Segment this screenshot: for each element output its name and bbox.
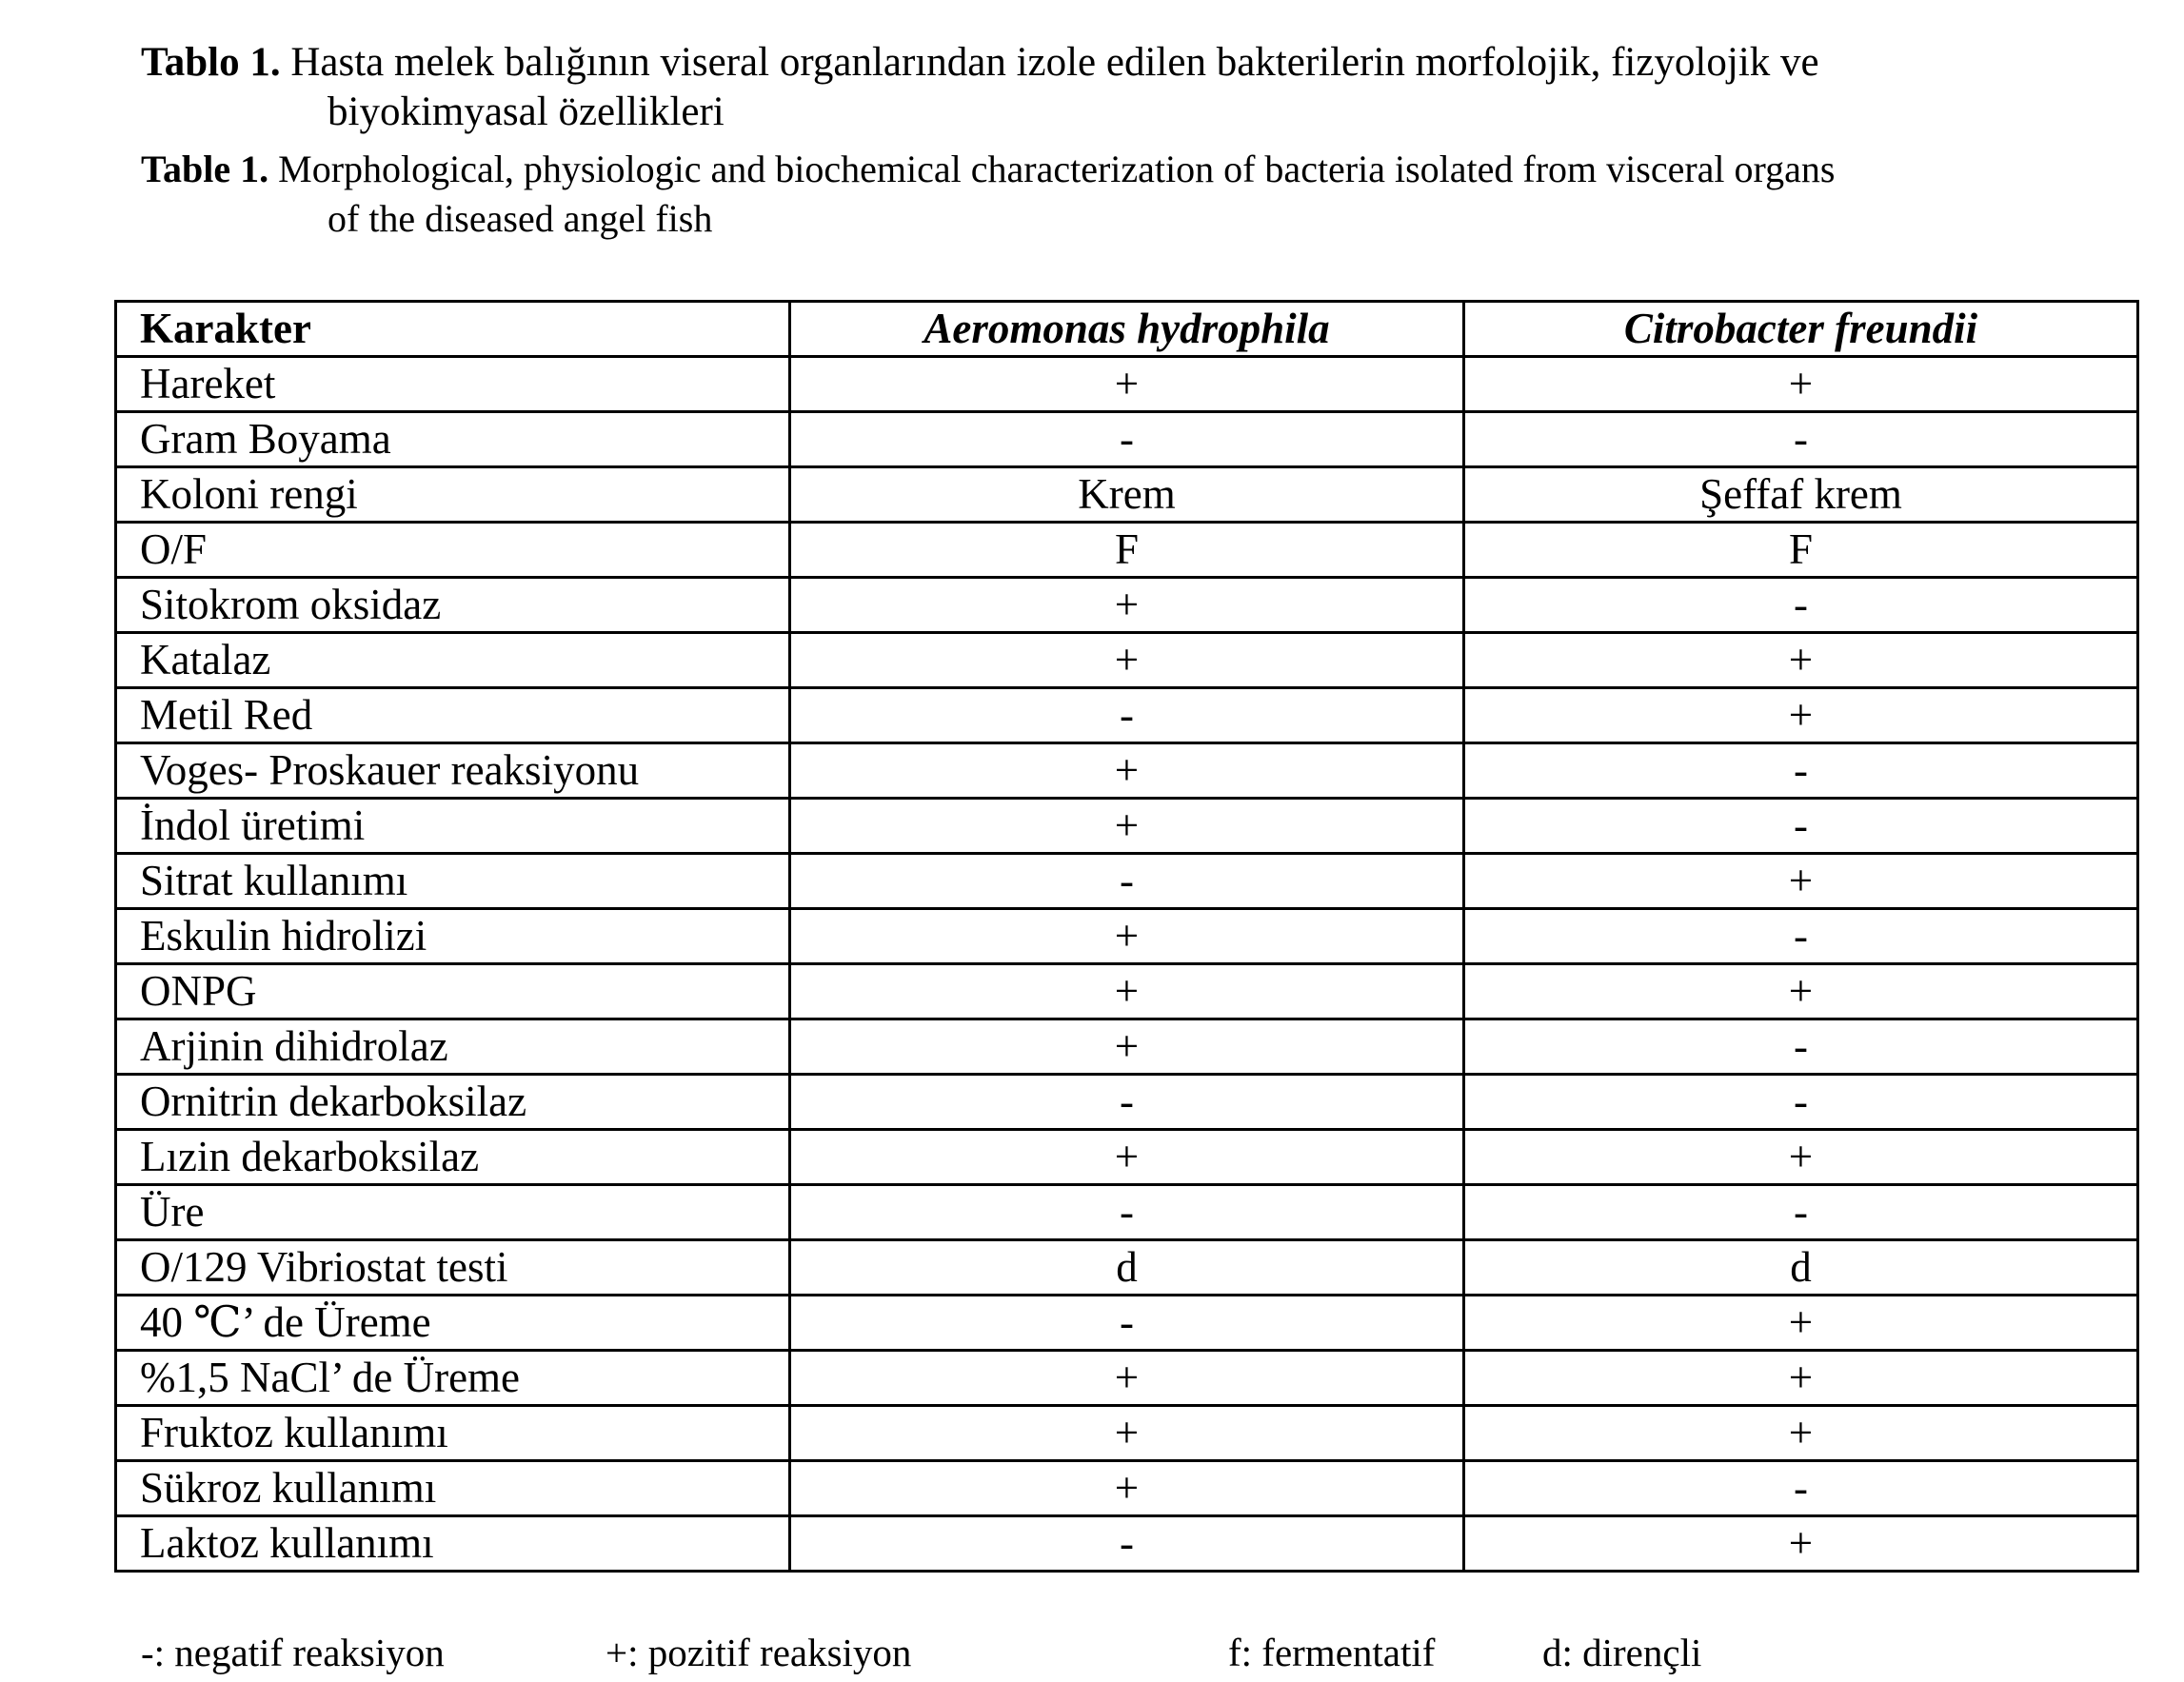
row-citrobacter-value: +: [1464, 1406, 2138, 1461]
table-row: [116, 578, 2138, 633]
caption-turkish-label: Tablo 1.: [141, 40, 281, 85]
row-citrobacter-value: +: [1464, 688, 2138, 743]
row-aeromonas-value: -: [790, 1296, 1464, 1351]
row-aeromonas-value: -: [790, 688, 1464, 743]
caption-english: [141, 145, 2133, 244]
row-character: Laktoz kullanımı: [116, 1516, 790, 1572]
row-character: Üre: [116, 1185, 790, 1240]
row-aeromonas-value: -: [790, 412, 1464, 467]
row-citrobacter-value: +: [1464, 1351, 2138, 1406]
row-citrobacter-value: -: [1464, 578, 2138, 633]
caption-english-continuation: of the diseased angel fish: [328, 197, 713, 240]
table-row: [116, 523, 2138, 578]
table-row: [116, 1075, 2138, 1130]
table-body: [116, 357, 2138, 1572]
table-row: [116, 799, 2138, 854]
legend-fermentative: f: fermentatif: [1228, 1631, 1436, 1674]
row-citrobacter-value: +: [1464, 1296, 2138, 1351]
row-aeromonas-value: -: [790, 854, 1464, 909]
row-character: Sitrat kullanımı: [116, 854, 790, 909]
row-citrobacter-value: +: [1464, 854, 2138, 909]
caption-turkish: [141, 38, 2133, 137]
row-aeromonas-value: +: [790, 1406, 1464, 1461]
row-citrobacter-value: -: [1464, 799, 2138, 854]
row-aeromonas-value: +: [790, 578, 1464, 633]
table-row: [116, 854, 2138, 909]
legend-negative: -: negatif reaksiyon: [141, 1631, 445, 1674]
table-row: [116, 357, 2138, 412]
row-aeromonas-value: +: [790, 799, 1464, 854]
row-citrobacter-value: -: [1464, 1185, 2138, 1240]
row-aeromonas-value: Krem: [790, 467, 1464, 523]
row-character: O/F: [116, 523, 790, 578]
table-row: [116, 1406, 2138, 1461]
table-row: [116, 964, 2138, 1019]
row-aeromonas-value: +: [790, 743, 1464, 799]
header-aeromonas-hydrophila: Aeromonas hydrophila: [790, 302, 1464, 357]
row-citrobacter-value: -: [1464, 1075, 2138, 1130]
header-citrobacter-freundii: Citrobacter freundii: [1464, 302, 2138, 357]
row-citrobacter-value: +: [1464, 357, 2138, 412]
table-row: [116, 909, 2138, 964]
row-character: İndol üretimi: [116, 799, 790, 854]
row-character: O/129 Vibriostat testi: [116, 1240, 790, 1296]
caption-english-label: Table 1.: [141, 148, 269, 190]
row-character: Sükroz kullanımı: [116, 1461, 790, 1516]
row-aeromonas-value: +: [790, 357, 1464, 412]
row-aeromonas-value: -: [790, 1185, 1464, 1240]
legend-resistant: d: dirençli: [1542, 1631, 1702, 1674]
row-citrobacter-value: -: [1464, 1019, 2138, 1075]
row-aeromonas-value: -: [790, 1516, 1464, 1572]
row-character: Arjinin dihidrolaz: [116, 1019, 790, 1075]
row-aeromonas-value: +: [790, 633, 1464, 688]
row-citrobacter-value: +: [1464, 1130, 2138, 1185]
table-row: [116, 688, 2138, 743]
table-row: [116, 1019, 2138, 1075]
row-aeromonas-value: +: [790, 1019, 1464, 1075]
table-header-row: [116, 302, 2138, 357]
row-character: Ornitrin dekarboksilaz: [116, 1075, 790, 1130]
row-character: %1,5 NaCl’ de Üreme: [116, 1351, 790, 1406]
row-aeromonas-value: F: [790, 523, 1464, 578]
characterization-table: [114, 300, 2139, 1573]
table-row: [116, 1185, 2138, 1240]
row-aeromonas-value: -: [790, 1075, 1464, 1130]
row-citrobacter-value: Şeffaf krem: [1464, 467, 2138, 523]
table-row: [116, 1461, 2138, 1516]
header-character: Karakter: [116, 302, 790, 357]
row-character: Lızin dekarboksilaz: [116, 1130, 790, 1185]
row-citrobacter-value: -: [1464, 1461, 2138, 1516]
row-character: Sitokrom oksidaz: [116, 578, 790, 633]
row-character: Voges- Proskauer reaksiyonu: [116, 743, 790, 799]
row-character: Katalaz: [116, 633, 790, 688]
row-citrobacter-value: +: [1464, 633, 2138, 688]
row-character: Metil Red: [116, 688, 790, 743]
table-row: [116, 633, 2138, 688]
row-aeromonas-value: +: [790, 1461, 1464, 1516]
row-character: ONPG: [116, 964, 790, 1019]
row-citrobacter-value: d: [1464, 1240, 2138, 1296]
table-row: [116, 412, 2138, 467]
row-citrobacter-value: +: [1464, 1516, 2138, 1572]
table-row: [116, 1351, 2138, 1406]
caption-english-text: Morphological, physiologic and biochemical characterization of bacteria isolated from visceral organs: [268, 148, 1836, 190]
row-character: Hareket: [116, 357, 790, 412]
caption-turkish-continuation: biyokimyasal özellikleri: [328, 89, 725, 134]
table-row: [116, 467, 2138, 523]
row-character: Eskulin hidrolizi: [116, 909, 790, 964]
row-citrobacter-value: F: [1464, 523, 2138, 578]
row-aeromonas-value: d: [790, 1240, 1464, 1296]
row-aeromonas-value: +: [790, 909, 1464, 964]
row-citrobacter-value: +: [1464, 964, 2138, 1019]
table-row: [116, 1516, 2138, 1572]
row-character: Gram Boyama: [116, 412, 790, 467]
row-aeromonas-value: +: [790, 964, 1464, 1019]
caption-turkish-text: Hasta melek balığının viseral organlarından izole edilen bakterilerin morfolojik, fizyolojik ve: [280, 40, 1819, 85]
row-character: Fruktoz kullanımı: [116, 1406, 790, 1461]
table-row: [116, 1240, 2138, 1296]
table-row: [116, 1130, 2138, 1185]
row-aeromonas-value: +: [790, 1351, 1464, 1406]
row-citrobacter-value: -: [1464, 909, 2138, 964]
row-citrobacter-value: -: [1464, 412, 2138, 467]
table-row: [116, 743, 2138, 799]
legend-positive: +: pozitif reaksiyon: [606, 1631, 912, 1674]
row-citrobacter-value: -: [1464, 743, 2138, 799]
row-aeromonas-value: +: [790, 1130, 1464, 1185]
row-character: Koloni rengi: [116, 467, 790, 523]
row-character: 40 ℃’ de Üreme: [116, 1296, 790, 1351]
table-row: [116, 1296, 2138, 1351]
